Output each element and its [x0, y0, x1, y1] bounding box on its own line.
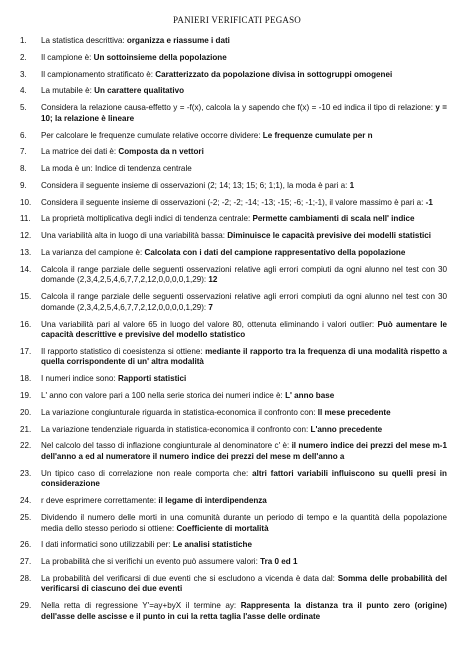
list-item — [0, 601, 474, 622]
item-question: Dividendo il numero delle morti in una comunità durante un periodo di tempo e la quantità della popolazione media dello stesso periodo si ottiene: — [41, 512, 447, 533]
item-answer: Somma delle probabilità del verificarsi di ciascuno dei due eventi — [41, 573, 447, 594]
item-number: 14. — [20, 264, 32, 274]
item-number: 18. — [20, 374, 32, 384]
item-question: La varianza del campione è: — [41, 247, 145, 257]
item-number: 27. — [20, 557, 32, 567]
item-question: La statistica descrittiva: — [41, 36, 127, 45]
item-number: 6. — [20, 130, 27, 140]
item-answer: 7 — [208, 302, 213, 312]
item-number: 7. — [20, 147, 27, 157]
list-item — [0, 53, 474, 64]
item-answer: altri fattori variabili influiscono su quelli presi in considerazione — [41, 468, 447, 489]
item-question: Nel calcolo del tasso di inflazione congiunturale al denominatore c' è: — [41, 441, 292, 451]
list-item — [0, 131, 474, 142]
list-item — [0, 36, 474, 47]
item-number: 29. — [20, 601, 32, 611]
item-number: 13. — [20, 247, 32, 257]
list-item — [0, 496, 474, 507]
list-item — [0, 391, 474, 402]
item-answer: organizza e riassume i dati — [126, 36, 230, 45]
list-item — [0, 181, 474, 192]
item-question: La moda è un: Indice di tendenza centrale — [41, 164, 192, 174]
item-answer: il numero indice dei prezzi del mese m-1 dell'anno a ed al numeratore il numero indice dei prezzi del mese m dell'anno a — [41, 441, 447, 461]
item-number: 22. — [20, 441, 32, 451]
item-question: La probabilità del verificarsi di due eventi che si escludono a vicenda è data dal: — [41, 573, 338, 583]
item-number: 1. — [20, 36, 27, 45]
item-question: La proprietà moltiplicativa degli indici di tendenza centrale: — [41, 214, 253, 224]
item-answer: 12 — [208, 275, 218, 285]
item-question: L' anno con valore pari a 100 nella serie storica dei numeri indice è: — [41, 391, 286, 401]
item-question: Il campionamento stratificato è: — [41, 69, 156, 79]
item-number: 15. — [20, 292, 32, 302]
item-answer: Calcolata con i dati del campione rappresentativo della popolazione — [144, 247, 406, 257]
list-item — [0, 103, 474, 124]
item-question: r deve esprimere correttamente: — [41, 496, 159, 506]
item-answer: il legame di interdipendenza — [158, 496, 267, 506]
item-question: Il campione è: — [41, 52, 94, 62]
item-number: 25. — [20, 512, 32, 522]
list-item — [0, 425, 474, 436]
item-question: Considera il seguente insieme di osservazioni (-2; -2; -2; -14; -13; -15; -6; -1;-1), il valore massimo è pari a: — [41, 197, 426, 207]
item-question: Per calcolare le frequenze cumulate relative occorre dividere: — [41, 130, 263, 140]
item-answer: Permette cambiamenti di scala nell' indice — [252, 214, 415, 224]
item-question: I numeri indice sono: — [41, 374, 118, 384]
item-question: Calcola il range parziale delle seguenti osservazioni relative agli errori compiuti da ogni alunno nel test con 30 domande (2,3,4,2,5,4,6,7,7,2,12,0,0,0,0,1,29): — [41, 264, 447, 285]
item-question: I dati informatici sono utilizzabili per: — [41, 540, 173, 550]
item-answer: Caratterizzato da popolazione divisa in sottogruppi omogenei — [155, 69, 393, 79]
item-number: 24. — [20, 496, 32, 506]
list-item — [0, 469, 474, 490]
list-item — [0, 248, 474, 259]
item-answer: L' anno base — [285, 391, 335, 401]
item-question: Una variabilità alta in luogo di una variabilità bassa: — [41, 231, 228, 241]
item-answer: Può aumentare le capacità descrittive e previsive del modello statistico — [41, 319, 447, 340]
item-number: 21. — [20, 424, 32, 434]
list-item — [0, 292, 474, 313]
list-item — [0, 540, 474, 551]
item-question: Una variabilità pari al valore 65 in luogo del valore 80, ottenuta eliminando i valori outlier: — [41, 319, 378, 329]
page-title: PANIERI VERIFICATI PEGASO — [172, 15, 302, 25]
item-number: 28. — [20, 573, 32, 583]
list-item — [0, 70, 474, 81]
item-answer: Rapporti statistici — [117, 374, 187, 384]
item-number: 5. — [20, 103, 27, 113]
list-item — [0, 574, 474, 595]
item-answer: Le analisi statistiche — [172, 540, 252, 550]
question-list — [0, 36, 474, 629]
item-number: 10. — [20, 197, 32, 207]
item-answer: Coefficiente di mortalità — [176, 523, 269, 533]
list-item — [0, 265, 474, 286]
list-item — [0, 147, 474, 158]
item-answer: Il mese precedente — [317, 407, 391, 417]
item-number: 8. — [20, 164, 27, 174]
list-item — [0, 408, 474, 419]
item-answer: Composta da n vettori — [118, 147, 204, 157]
item-number: 2. — [20, 52, 27, 62]
list-item — [0, 557, 474, 568]
item-number: 12. — [20, 231, 32, 241]
item-answer: 1 — [349, 180, 355, 190]
item-question: La variazione congiunturale riguarda in statistica-economica il confronto con: — [41, 407, 318, 417]
list-item — [0, 231, 474, 242]
item-number: 16. — [20, 319, 32, 329]
item-answer: y = 10; la relazione è lineare — [41, 103, 447, 123]
item-question: La variazione tendenziale riguarda in statistica-economica il confronto con: — [41, 424, 311, 434]
item-question: La matrice dei dati è: — [41, 147, 119, 157]
item-number: 17. — [20, 346, 32, 356]
list-item — [0, 214, 474, 225]
item-answer: L'anno precedente — [310, 424, 383, 434]
item-answer: Le frequenze cumulate per n — [262, 130, 373, 140]
list-item — [0, 513, 474, 534]
item-question: Un tipico caso di correlazione non reale comporta che: — [41, 468, 253, 478]
item-question: Calcola il range parziale delle seguenti osservazioni relative agli errori compiuti da ogni alunno nel test con 30 domande (2,3,4,2,5,4,6,7,7,2,12,0,0,0,0,1,29): — [41, 292, 447, 312]
item-number: 3. — [20, 69, 27, 79]
item-number: 20. — [20, 407, 32, 417]
list-item — [0, 320, 474, 341]
list-item — [0, 164, 474, 175]
item-answer: Un sottoinsieme della popolazione — [93, 52, 227, 62]
item-question: Nella retta di regressione Y'=ay+byX il termine ay: — [41, 601, 241, 611]
item-question: La probabilità che si verifichi un evento può assumere valori: — [41, 557, 261, 567]
item-answer: -1 — [425, 197, 433, 207]
item-number: 26. — [20, 540, 32, 550]
item-question: Considera il seguente insieme di osservazioni (2; 14; 13; 15; 6; 1;1), la moda è pari a: — [41, 180, 350, 190]
list-item — [0, 374, 474, 385]
item-question: Considera la relazione causa-effetto y = -f(x), calcola la y sapendo che f(x) = -10 ed indica il tipo di relazione: — [41, 103, 436, 113]
item-number: 23. — [20, 468, 32, 478]
item-number: 4. — [20, 86, 27, 96]
item-question: La mutabile è: — [41, 86, 95, 96]
item-number: 19. — [20, 391, 32, 401]
item-answer: Rappresenta la distanza tra il punto zero (origine) dell'asse delle ascisse e il punto in cui la retta taglia l'asse delle ordinate — [41, 601, 447, 621]
item-answer: mediante il rapporto tra la frequenza di una modalità rispetto a quella corrispondente di un' altra modalità — [41, 346, 447, 367]
item-number: 9. — [20, 180, 27, 190]
list-item — [0, 86, 474, 97]
list-item — [0, 441, 474, 462]
item-answer: Un carattere qualitativo — [94, 86, 185, 96]
item-number: 11. — [20, 214, 31, 224]
list-item — [0, 198, 474, 209]
item-question: Il rapporto statistico di coesistenza si ottiene: — [41, 346, 206, 356]
item-answer: Tra 0 ed 1 — [260, 557, 298, 567]
item-answer: Diminuisce le capacità previsive dei modelli statistici — [227, 231, 432, 241]
list-item — [0, 347, 474, 368]
